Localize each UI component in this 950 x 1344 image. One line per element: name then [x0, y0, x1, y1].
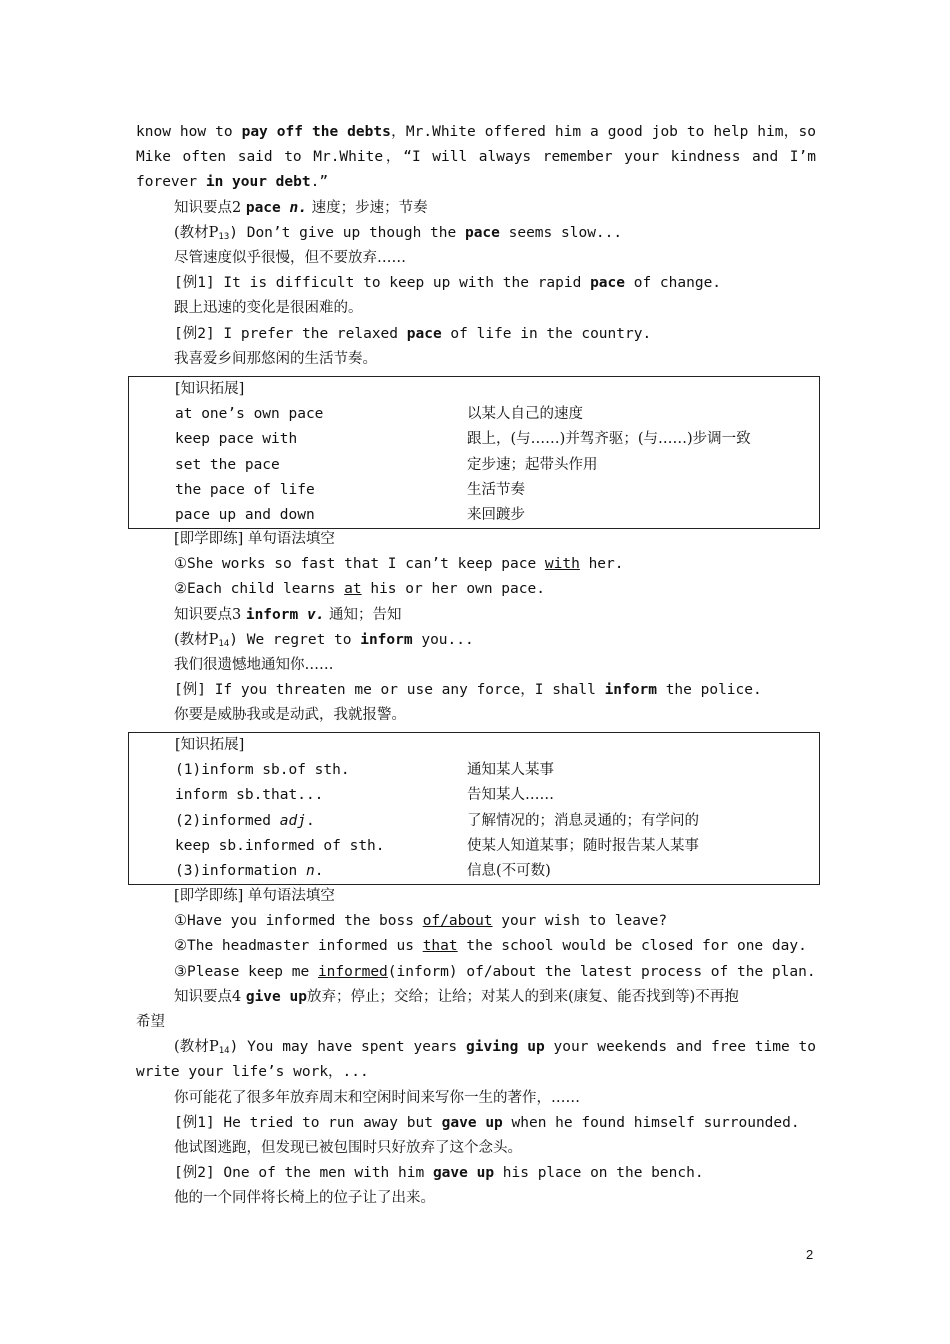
point2-textbook-cn: 尽管速度似乎很慢，但不要放弃……: [174, 249, 406, 266]
answer: at: [344, 581, 362, 598]
text: .: [314, 862, 324, 879]
box-row: [129, 758, 819, 783]
text: [例2] One of the men with him: [174, 1165, 433, 1182]
meaning: 了解情况的；消息灵通的；有学问的: [467, 812, 699, 829]
box-row: [129, 809, 819, 834]
section-3: [136, 884, 816, 1211]
point4-textbook: [136, 1035, 816, 1060]
intro-line-3: [136, 170, 816, 195]
text: his or her own pace.: [361, 581, 545, 598]
part-of-speech: n: [305, 862, 315, 879]
keyword: inform: [360, 631, 413, 648]
text: know how to: [136, 124, 242, 140]
point2-example-2: [136, 322, 816, 347]
text: .: [305, 812, 315, 829]
meaning: 以某人自己的速度: [467, 406, 583, 423]
page-number: 2: [806, 1247, 814, 1262]
phrase: keep pace with: [175, 431, 298, 448]
text: (inform) of/about the latest process of the plan.: [387, 963, 816, 980]
text: her.: [579, 556, 624, 573]
drill1-q1: [136, 552, 816, 577]
point4-heading: [136, 985, 816, 1010]
keyword: inform: [604, 682, 657, 699]
intro-line-1: [136, 120, 816, 145]
box-row: [129, 453, 819, 478]
drill2-q3: [136, 960, 816, 985]
point3-textbook: [136, 628, 816, 653]
text: his place on the bench.: [494, 1165, 704, 1182]
text: seems slow...: [499, 224, 623, 241]
keyword: gave up: [441, 1114, 503, 1131]
text: [例1] He tried to run away but: [174, 1114, 442, 1131]
text: [例1] It is difficult to keep up with the rapid: [174, 275, 591, 292]
point2-example-2-cn: 我喜爱乡间那悠闲的生活节奏。: [174, 350, 377, 367]
phrase: (2)informed: [175, 812, 280, 829]
drill2-q1: [136, 909, 816, 934]
phrase-bold: in your debt: [205, 174, 311, 191]
text: ) We regret to: [229, 631, 361, 648]
point2-example-1: [136, 271, 816, 296]
phrase: pace up and down: [175, 506, 315, 523]
meaning: 通知；告知: [324, 606, 402, 623]
keyword: gave up: [432, 1165, 495, 1182]
intro-line-2: Mike often said to Mr.White，“I will always remember your kindness and I’m: [136, 149, 816, 166]
drill2-title: [即学即练] 单句语法填空: [174, 888, 335, 904]
point-label: 知识要点2: [174, 199, 246, 216]
meaning: 放弃；停止；交给；让给；对某人的到来(康复、能否找到等)不再抱: [306, 988, 739, 1005]
text: ①Have you informed the boss: [174, 913, 423, 930]
point4-example-2: [136, 1161, 816, 1186]
box-row: [129, 427, 819, 452]
phrase: set the pace: [175, 456, 280, 473]
meaning: 通知某人某事: [467, 762, 554, 779]
phrase: the pace of life: [175, 481, 315, 498]
text: ①She works so fast that I can’t keep pace: [174, 556, 545, 573]
text: when he found himself surrounded.: [502, 1114, 800, 1131]
part-of-speech: adj: [279, 812, 306, 829]
box-title: [知识拓展]: [175, 381, 245, 397]
meaning: 生活节奏: [467, 481, 525, 498]
text: ) You may have spent years: [229, 1039, 466, 1056]
text: (教材P: [174, 224, 219, 241]
point3-example-cn: 你要是威胁我或是动武，我就报警。: [174, 707, 406, 724]
keyword: give up: [245, 988, 307, 1005]
phrase: inform sb.that...: [175, 787, 324, 804]
meaning: 使某人知道某事；随时报告某人某事: [467, 837, 699, 854]
meaning: 定步速；起带头作用: [467, 456, 598, 473]
phrase: (3)information: [175, 862, 306, 879]
page-ref: 14: [218, 638, 230, 649]
text: (教材P: [174, 631, 219, 648]
text: .”: [310, 174, 329, 191]
point3-textbook-cn: 我们很遗憾地通知你……: [174, 656, 334, 673]
point4-example-1: [136, 1111, 816, 1136]
page-body: [136, 120, 816, 372]
point4-textbook-cont: write your life’s work，...: [136, 1064, 369, 1081]
drill2-q2: [136, 934, 816, 959]
phrase: at one’s own pace: [175, 406, 324, 423]
box-row: [129, 859, 819, 884]
keyword: pace: [464, 224, 500, 241]
part-of-speech: v.: [298, 606, 325, 623]
point4-example-1-cn: 他试图逃跑，但发现已被包围时只好放弃了这个念头。: [174, 1139, 522, 1156]
text: [例2] I prefer the relaxed: [174, 325, 407, 342]
box-row: [129, 834, 819, 859]
meaning: 跟上，(与……)并驾齐驱；(与……)步调一致: [467, 431, 751, 448]
page-ref: 14: [218, 1046, 230, 1057]
page-ref: 13: [218, 231, 230, 242]
box-row: [129, 402, 819, 427]
keyword: pace: [406, 325, 442, 342]
point2-example-1-cn: 跟上迅速的变化是很困难的。: [174, 300, 363, 317]
drill1-title: [即学即练] 单句语法填空: [174, 531, 335, 547]
text: ) Don’t give up though the: [229, 224, 465, 241]
keyword: inform: [245, 606, 299, 623]
meaning: 告知某人……: [467, 787, 554, 804]
text: your wish to leave?: [492, 913, 668, 930]
box-row: [129, 478, 819, 503]
section-2: [136, 527, 816, 729]
point4-example-2-cn: 他的一个同伴将长椅上的位子让了出来。: [174, 1190, 435, 1207]
text: the police.: [656, 682, 762, 699]
box-row: [129, 503, 819, 528]
text: of life in the country.: [441, 325, 652, 342]
drill1-q2: [136, 577, 816, 602]
point3-example: [136, 678, 816, 703]
point4-heading-cont: 希望: [136, 1013, 165, 1030]
part-of-speech: n.: [280, 199, 307, 216]
meaning: 速度；步速；节奏: [306, 199, 428, 216]
point-label: 知识要点3: [174, 606, 246, 623]
keyword: giving up: [466, 1039, 545, 1056]
point2-textbook: [136, 221, 816, 246]
knowledge-box-1: [128, 376, 820, 529]
phrase: (1)inform sb.of sth.: [175, 762, 350, 779]
answer: of/about: [422, 913, 493, 930]
point4-textbook-cn: 你可能花了很多年放弃周末和空闲时间来写你一生的著作，……: [174, 1089, 580, 1106]
text: the school would be closed for one day.: [457, 938, 807, 955]
keyword: pace: [245, 199, 281, 216]
phrase: keep sb.informed of sth.: [175, 837, 385, 854]
text: ②Each child learns: [174, 581, 345, 598]
box-title: [知识拓展]: [175, 737, 245, 753]
meaning: 来回踱步: [467, 506, 525, 523]
point3-heading: [136, 603, 816, 628]
text: of change.: [625, 275, 722, 292]
text: (教材P: [174, 1039, 219, 1056]
text: you...: [412, 631, 474, 648]
point-label: 知识要点4: [174, 988, 246, 1005]
text: your weekends and free time to: [544, 1039, 816, 1056]
text: [例] If you threaten me or use any force，I shall: [174, 682, 605, 699]
phrase-bold: pay off the debts: [241, 124, 391, 140]
keyword: pace: [590, 275, 625, 292]
text: ，Mr.White offered him a good job to help him，so: [390, 124, 816, 140]
knowledge-box-2: [128, 732, 820, 885]
answer: that: [422, 938, 458, 955]
point2-heading: [136, 196, 816, 221]
text: ②The headmaster informed us: [174, 938, 423, 955]
text: forever: [136, 174, 206, 191]
text: ③Please keep me: [174, 963, 318, 980]
meaning: 信息(不可数): [467, 862, 551, 879]
answer: informed: [317, 963, 388, 980]
box-row: [129, 783, 819, 808]
answer: with: [544, 556, 580, 573]
